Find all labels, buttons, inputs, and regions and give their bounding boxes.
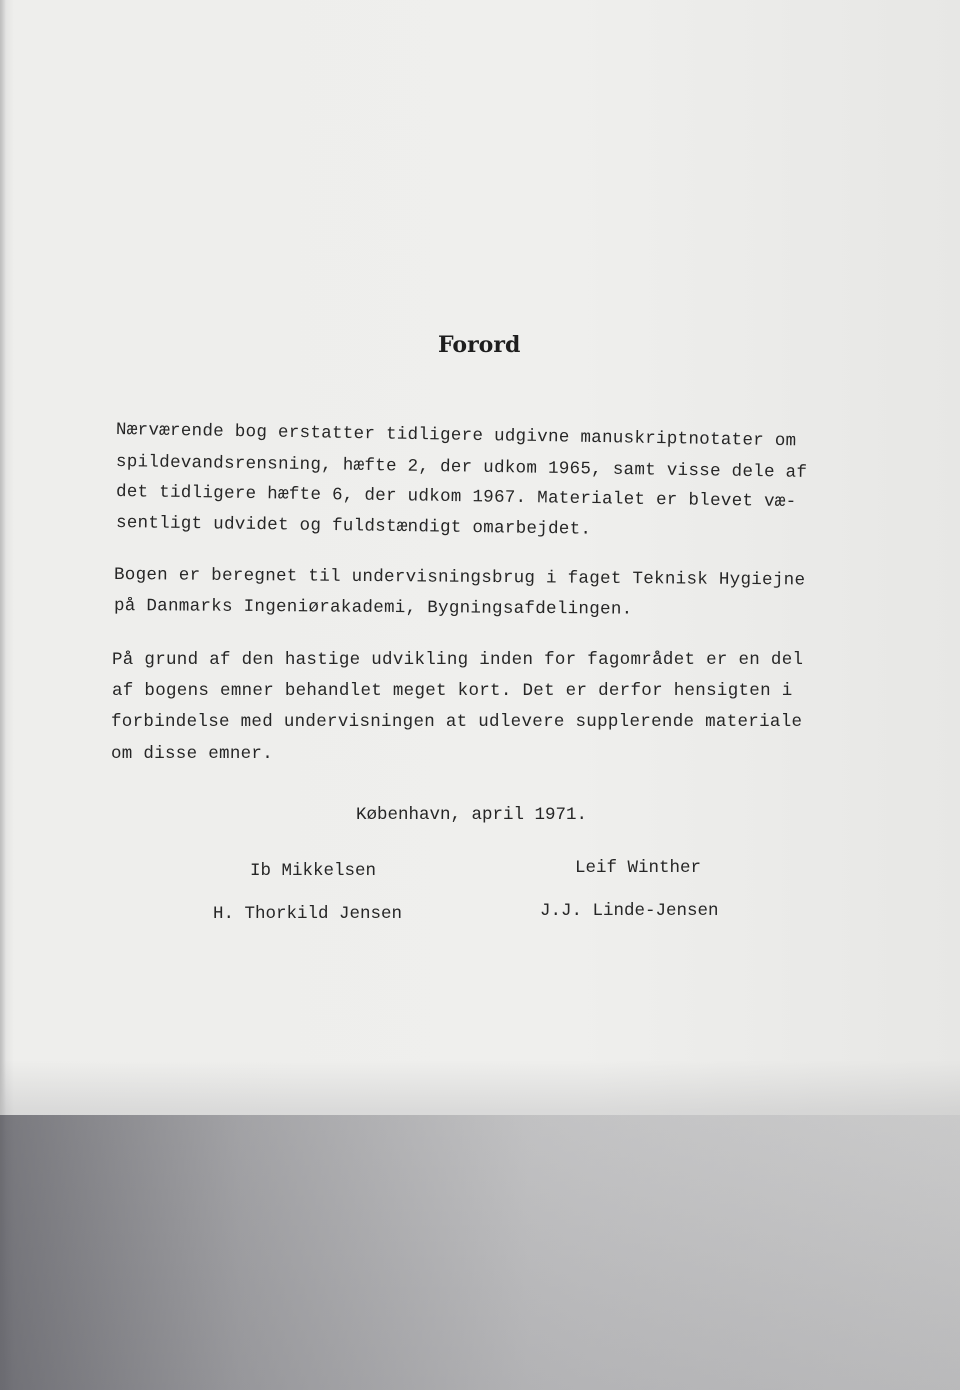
author-ib-mikkelsen: Ib Mikkelsen <box>250 861 377 881</box>
lighting-shadow <box>0 1115 960 1390</box>
paragraph-1-line-1: Nærværende bog erstatter tidligere udgivne manuskriptnotater om <box>115 420 797 452</box>
paragraph-1-line-3: det tidligere hæfte 6, der udkom 1967. Materialet er blevet væ- <box>115 482 797 513</box>
paragraph-3-line-2: af bogens emner behandlet meget kort. Det er derfor hensigten i <box>112 681 793 701</box>
paragraph-3-line-1: På grund af den hastige udvikling inden for fagområdet er en del <box>112 650 804 670</box>
author-leif-winther: Leif Winther <box>575 858 702 878</box>
page-title: Forord <box>438 332 521 358</box>
paragraph-1-line-2: spildevandsrensning, hæfte 2, der udkom 1965, samt visse dele af <box>115 452 808 483</box>
paragraph-2-line-1: Bogen er beregnet til undervisningsbrug i faget Teknisk Hygiejne <box>113 565 806 591</box>
paragraph-1-line-4: sentligt udvidet og fuldstændigt omarbejdet. <box>115 513 592 540</box>
author-jj-linde-jensen: J.J. Linde-Jensen <box>540 901 719 921</box>
paragraph-2-line-2: på Danmarks Ingeniørakademi, Bygningsafdelingen. <box>113 596 633 620</box>
place-date: København, april 1971. <box>356 805 588 825</box>
paragraph-3-line-4: om disse emner. <box>111 744 274 764</box>
paragraph-3-line-3: forbindelse med undervisningen at udlevere supplerende materiale <box>111 712 803 732</box>
author-h-thorkild-jensen: H. Thorkild Jensen <box>213 904 403 924</box>
